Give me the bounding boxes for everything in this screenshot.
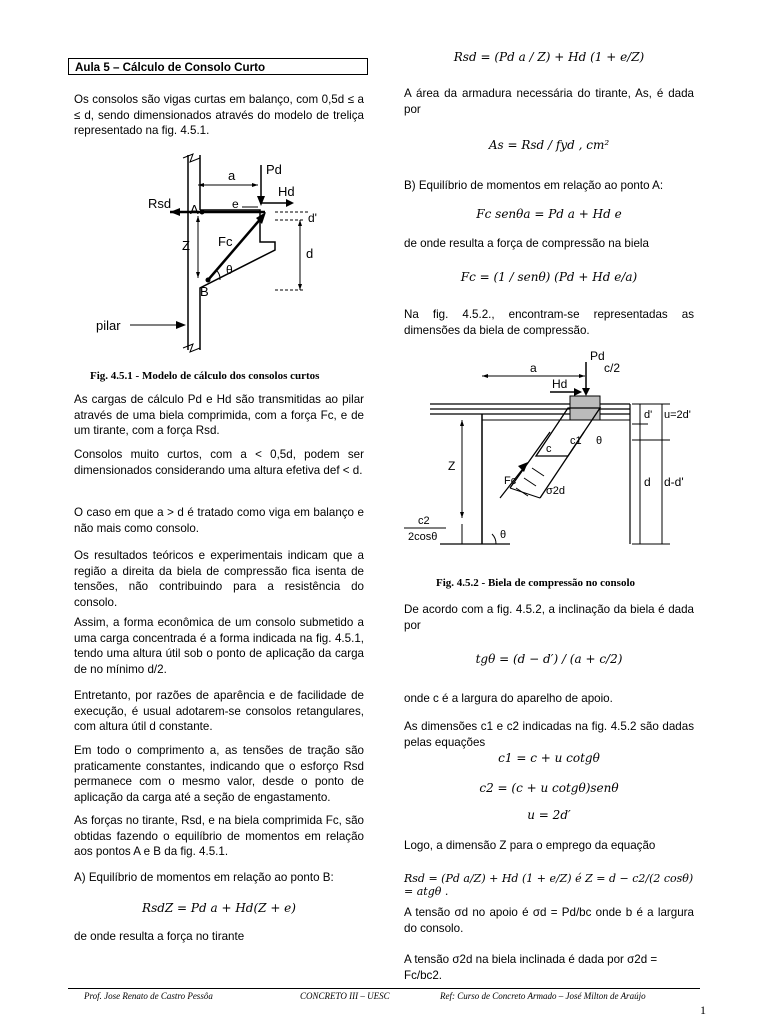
equation: Rsd = (Pd a / Z) + Hd (1 + e/Z) bbox=[453, 50, 645, 64]
fig1-label-a: a bbox=[228, 168, 236, 183]
fig2-label-c: c bbox=[546, 443, 552, 455]
equation: Fc senθa = Pd a + Hd e bbox=[476, 207, 622, 221]
paragraph: B) Equilíbrio de momentos em relação ao ponto A: bbox=[404, 179, 664, 192]
equation: Rsd = (Pd a/Z) + Hd (1 + e/Z) é Z = d − c2/(2 cosθ) = atgθ . bbox=[404, 872, 694, 898]
fig1-label-dprime: d' bbox=[308, 211, 317, 225]
footer-course: CONCRETO III – UESC bbox=[300, 991, 390, 1001]
fig1-label-theta: θ bbox=[226, 263, 233, 277]
paragraph: A tensão σ2d na biela inclinada é dada por σ2d = Fc/bc2. bbox=[404, 953, 658, 982]
fig2-label-theta1: θ bbox=[596, 435, 603, 447]
fig2-label-pd: Pd bbox=[590, 349, 605, 363]
fig1-label-B: B bbox=[200, 284, 209, 299]
paragraph: De acordo com a fig. 4.5.2, a inclinação da biela é dada por bbox=[404, 603, 694, 632]
section-title: Aula 5 – Cálculo de Consolo Curto bbox=[68, 58, 368, 75]
fig2-label-c1: c1 bbox=[570, 435, 582, 447]
paragraph: O caso em que a > d é tratado como viga em balanço e não mais como consolo. bbox=[74, 506, 364, 535]
fig2-label-c2half: c/2 bbox=[604, 361, 621, 375]
fig2-label-a: a bbox=[530, 361, 537, 375]
fig1-label-Fc: Fc bbox=[218, 234, 233, 249]
fig2-label-cos: 2cosθ bbox=[408, 531, 438, 543]
paragraph: A tensão σd no apoio é σd = Pd/bc onde b é a largura do consolo. bbox=[404, 906, 694, 935]
paragraph: onde c é a largura do aparelho de apoio. bbox=[404, 692, 613, 705]
equation: RsdZ = Pd a + Hd(Z + e) bbox=[142, 901, 296, 915]
fig1-label-pd: Pd bbox=[266, 162, 282, 177]
paragraph: de onde resulta a força no tirante bbox=[74, 930, 245, 943]
footer-rule bbox=[68, 988, 700, 989]
fig1-label-rsd: Rsd bbox=[148, 196, 172, 211]
paragraph: Os resultados teóricos e experimentais indicam que a região a direita da biela de compressão fica isenta de tensões, não contribuindo para a resistência do consolo. bbox=[74, 549, 364, 609]
paragraph: Entretanto, por razões de aparência e de facilidade de execução, é usual adotarem-se consolos retangulares, com altura útil d constante. bbox=[74, 689, 364, 733]
equation: u = 2d′ bbox=[527, 808, 571, 822]
paragraph: A área da armadura necessária do tirante, As, é dada por bbox=[404, 87, 694, 116]
fig1-label-pilar: pilar bbox=[96, 318, 121, 333]
fig2-label-d: d bbox=[644, 475, 651, 489]
fig1-label-hd: Hd bbox=[278, 184, 295, 199]
figure-4-5-2-caption: Fig. 4.5.2 - Biela de compressão no consolo bbox=[436, 577, 636, 589]
fig2-label-u: u=2d' bbox=[664, 409, 691, 421]
paragraph: As forças no tirante, Rsd, e na biela comprimida Fc, são obtidas fazendo o equilíbrio de momentos em relação aos pontos A e B da fig. 4.5.1. bbox=[74, 814, 364, 858]
paragraph: As cargas de cálculo Pd e Hd são transmitidas ao pilar através de uma biela comprimida, com a força Fc, e de um tirante, com a força Rsd. bbox=[74, 393, 364, 437]
paragraph: Consolos muito curtos, com a < 0,5d, podem ser dimensionados considerando uma altura efetiva def < d. bbox=[74, 448, 364, 477]
fig2-label-ddp: d-d' bbox=[664, 475, 684, 489]
paragraph: Na fig. 4.5.2., encontram-se representadas as dimensões da biela de compressão. bbox=[404, 308, 694, 337]
fig2-label-Fc: Fc bbox=[504, 475, 517, 487]
fig1-label-e: e bbox=[232, 197, 239, 211]
figure-4-5-2 bbox=[400, 348, 700, 578]
equation: As = Rsd / fyd , cm² bbox=[488, 138, 610, 152]
fig2-label-sigma: σ2d bbox=[546, 485, 566, 497]
paragraph: Assim, a forma econômica de um consolo submetido a uma carga concentrada é a forma indicada na fig. 4.5.1, tendo uma altura útil sob o ponto de aplicação da carga de no mínimo d/2. bbox=[74, 616, 364, 676]
fig2-label-dprime: d' bbox=[644, 409, 653, 421]
fig2-label-c2: c2 bbox=[418, 515, 430, 527]
equation: c1 = c + u cotgθ bbox=[498, 751, 600, 765]
paragraph: A) Equilíbrio de momentos em relação ao ponto B: bbox=[74, 871, 334, 884]
figure-4-5-1-caption: Fig. 4.5.1 - Modelo de cálculo dos consolos curtos bbox=[90, 370, 320, 382]
fig1-label-d: d bbox=[306, 246, 314, 261]
fig1-label-A: A bbox=[190, 202, 199, 217]
footer-author: Prof. Jose Renato de Castro Pessôa bbox=[84, 991, 213, 1001]
paragraph: Logo, a dimensão Z para o emprego da equação bbox=[404, 839, 656, 852]
paragraph: de onde resulta a força de compressão na biela bbox=[404, 237, 649, 250]
paragraph: Em todo o comprimento a, as tensões de tração são praticamente constantes, indicando que o esforço Rsd permanece com o mesmo valor, desde o ponto de aplicação da carga até a seção de engastamento. bbox=[74, 744, 364, 804]
equation: Fc = (1 / senθ) (Pd + Hd e/a) bbox=[460, 270, 638, 284]
fig1-label-Z: Z bbox=[182, 238, 190, 253]
paragraph: Os consolos são vigas curtas em balanço, com 0,5d ≤ a ≤ d, sendo dimensionados através do modelo de treliça representado na fig. 4.5.1. bbox=[74, 93, 364, 137]
figure-4-5-1 bbox=[90, 150, 340, 360]
paragraph: As dimensões c1 e c2 indicadas na fig. 4.5.2 são dadas pelas equações bbox=[404, 720, 694, 749]
fig2-label-theta2: θ bbox=[500, 529, 507, 541]
page-number: 1 bbox=[700, 1003, 706, 1017]
footer-reference: Ref: Curso de Concreto Armado – José Milton de Araújo bbox=[440, 991, 646, 1001]
fig2-label-Z: Z bbox=[448, 459, 456, 473]
equation: tgθ = (d − d′) / (a + c/2) bbox=[475, 652, 623, 666]
fig2-label-hd: Hd bbox=[552, 377, 568, 391]
equation: c2 = (c + u cotgθ)senθ bbox=[479, 781, 619, 795]
